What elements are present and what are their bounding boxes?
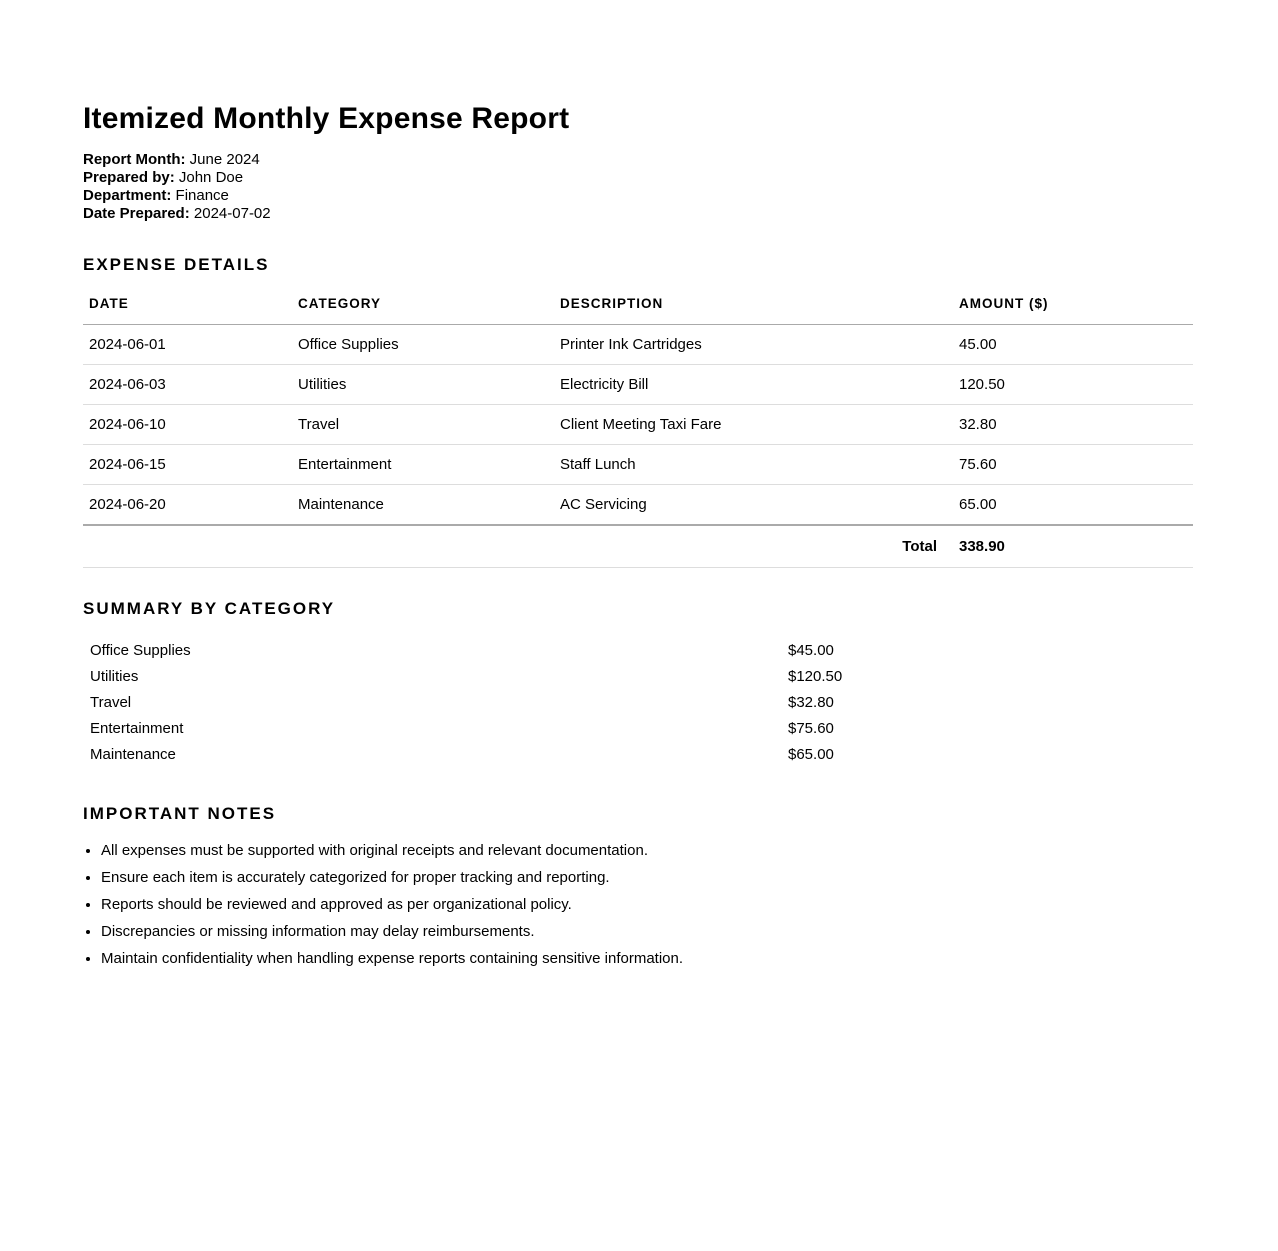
meta-date-prepared-value: 2024-07-02 [193,205,271,222]
meta-prepared-by-label: Prepared by: [83,169,175,186]
expense-details-heading: EXPENSE DETAILS [83,255,270,274]
cell-category: Travel [292,405,554,445]
list-item [83,690,1193,716]
table-row [83,445,1193,485]
total-label: Total [83,525,953,568]
summary-amount: $75.60 [788,720,834,737]
column-header-date: DATE [83,296,292,325]
page-title: Itemized Monthly Expense Report [83,102,570,135]
cell-description: Printer Ink Cartridges [554,325,953,365]
cell-amount: 45.00 [953,325,1193,365]
important-notes-heading: IMPORTANT NOTES [83,804,277,823]
meta-department-value: Finance [175,187,229,204]
cell-description: Staff Lunch [554,445,953,485]
column-header-category: CATEGORY [292,296,554,325]
meta-report-month [83,151,1193,169]
note-item: • Reports should be reviewed and approved as per organizational policy. [101,891,1193,918]
summary-list [83,638,1193,768]
table-row [83,485,1193,526]
cell-amount: 65.00 [953,485,1193,526]
summary-category: Office Supplies [90,642,191,659]
cell-amount: 75.60 [953,445,1193,485]
list-item [83,638,1193,664]
important-notes-section [83,804,1193,972]
summary-category: Entertainment [90,720,184,737]
note-item: • All expenses must be supported with original receipts and relevant documentation. [101,837,1193,864]
summary-category: Maintenance [90,746,176,763]
cell-date: 2024-06-01 [83,325,292,365]
cell-category: Maintenance [292,485,554,526]
cell-category: Utilities [292,365,554,405]
summary-amount: $65.00 [788,746,834,763]
expense-table-header-row [83,296,1193,325]
table-row [83,325,1193,365]
meta-prepared-by-value: John Doe [178,169,244,186]
table-total-row [83,525,1193,568]
summary-amount: $45.00 [788,642,834,659]
meta-date-prepared-label: Date Prepared: [83,205,190,222]
cell-date: 2024-06-15 [83,445,292,485]
meta-report-month-label: Report Month: [83,151,186,168]
note-item: • Discrepancies or missing information may delay reimbursements. [101,918,1193,945]
expense-details-section [83,255,1193,568]
total-value: 338.90 [953,525,1193,568]
report-meta [83,151,1193,223]
cell-category: Office Supplies [292,325,554,365]
table-row [83,365,1193,405]
summary-category: Utilities [90,668,139,685]
list-item [83,664,1193,690]
column-header-amount: AMOUNT ($) [953,296,1193,325]
meta-department-label: Department: [83,187,172,204]
cell-date: 2024-06-03 [83,365,292,405]
cell-description: AC Servicing [554,485,953,526]
cell-description: Client Meeting Taxi Fare [554,405,953,445]
note-item: • Maintain confidentiality when handling expense reports containing sensitive information. [101,945,1193,972]
cell-date: 2024-06-10 [83,405,292,445]
cell-description: Electricity Bill [554,365,953,405]
summary-category: Travel [90,694,132,711]
meta-department [83,187,1193,205]
meta-prepared-by [83,169,1193,187]
meta-date-prepared [83,205,1193,223]
cell-amount: 120.50 [953,365,1193,405]
cell-date: 2024-06-20 [83,485,292,526]
notes-list [83,837,1193,972]
cell-amount: 32.80 [953,405,1193,445]
table-row [83,405,1193,445]
list-item [83,742,1193,768]
summary-section [83,599,1193,768]
cell-category: Entertainment [292,445,554,485]
summary-amount: $120.50 [788,668,843,685]
summary-amount: $32.80 [788,694,834,711]
summary-heading: SUMMARY BY CATEGORY [83,599,336,618]
expense-table [83,296,1193,568]
meta-report-month-value: June 2024 [189,151,260,168]
column-header-description: DESCRIPTION [554,296,953,325]
list-item [83,716,1193,742]
note-item: • Ensure each item is accurately categorized for proper tracking and reporting. [101,864,1193,891]
